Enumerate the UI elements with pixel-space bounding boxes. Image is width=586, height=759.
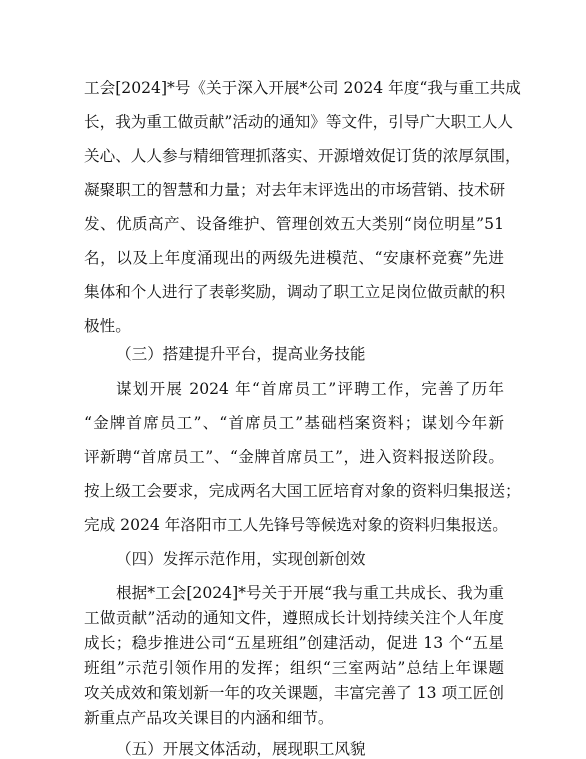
paragraph-3-line-5: 攻关成效和策划新一年的攻关课题，丰富完善了 13 项工匠创 — [84, 684, 504, 702]
paragraph-2-line-5: 完成 2024 年洛阳市工人先锋号等候选对象的资料归集报送。 — [84, 516, 508, 534]
paragraph-3-line-4: 班组”示范引领作用的发挥；组织“三室两站”总结上年课题 — [84, 659, 504, 677]
section-heading-3: （三）搭建提升平台，提高业务技能 — [116, 345, 366, 363]
paragraph-2-line-2: “金牌首席员工”、“首席员工”基础档案资料；谋划今年新 — [84, 414, 504, 432]
paragraph-2-line-3: 评新聘“首席员工”、“金牌首席员工”，进入资料报送阶段。 — [84, 448, 504, 466]
paragraph-1-line-2: 长，我为重工做贡献”活动的通知》等文件，引导广大职工人人 — [84, 113, 514, 131]
paragraph-3-line-1: 根据*工会[2024]*号关于开展“我与重工共成长、我为重 — [116, 584, 504, 602]
paragraph-2-line-1: 谋划开展 2024 年“首席员工”评聘工作，完善了历年 — [116, 380, 504, 398]
paragraph-1-line-3: 关心、人人参与精细管理抓落实、开源增效促订货的浓厚氛围， — [84, 147, 521, 165]
paragraph-1-line-4: 凝聚职工的智慧和力量；对去年末评选出的市场营销、技术研 — [84, 181, 506, 199]
paragraph-1-line-5: 发、优质高产、设备维护、管理创效五大类别“岗位明星”51 — [84, 215, 504, 233]
paragraph-1-line-6: 名，以及上年度涌现出的两级先进模范、“安康杯竞赛”先进 — [84, 249, 504, 267]
paragraph-3-line-3: 成长；稳步推进公司“五星班组”创建活动，促进 13 个“五星 — [84, 634, 504, 652]
section-heading-5: （五）开展文体活动，展现职工风貌 — [116, 740, 366, 758]
paragraph-1-line-1: 工会[2024]*号《关于深入开展*公司 2024 年度“我与重工共成 — [84, 79, 521, 97]
paragraph-3-line-6: 新重点产品攻关课目的内涵和细节。 — [84, 709, 334, 727]
section-heading-4: （四）发挥示范作用，实现创新创效 — [116, 550, 366, 568]
paragraph-2-line-4: 按上级工会要求，完成两名大国工匠培育对象的资料归集报送； — [84, 482, 521, 500]
paragraph-1-line-7: 集体和个人进行了表彰奖励，调动了职工立足岗位做贡献的积 — [84, 283, 506, 301]
paragraph-3-line-2: 工做贡献”活动的通知文件，遵照成长计划持续关注个人年度 — [84, 609, 504, 627]
paragraph-1-line-8: 极性。 — [84, 317, 131, 335]
